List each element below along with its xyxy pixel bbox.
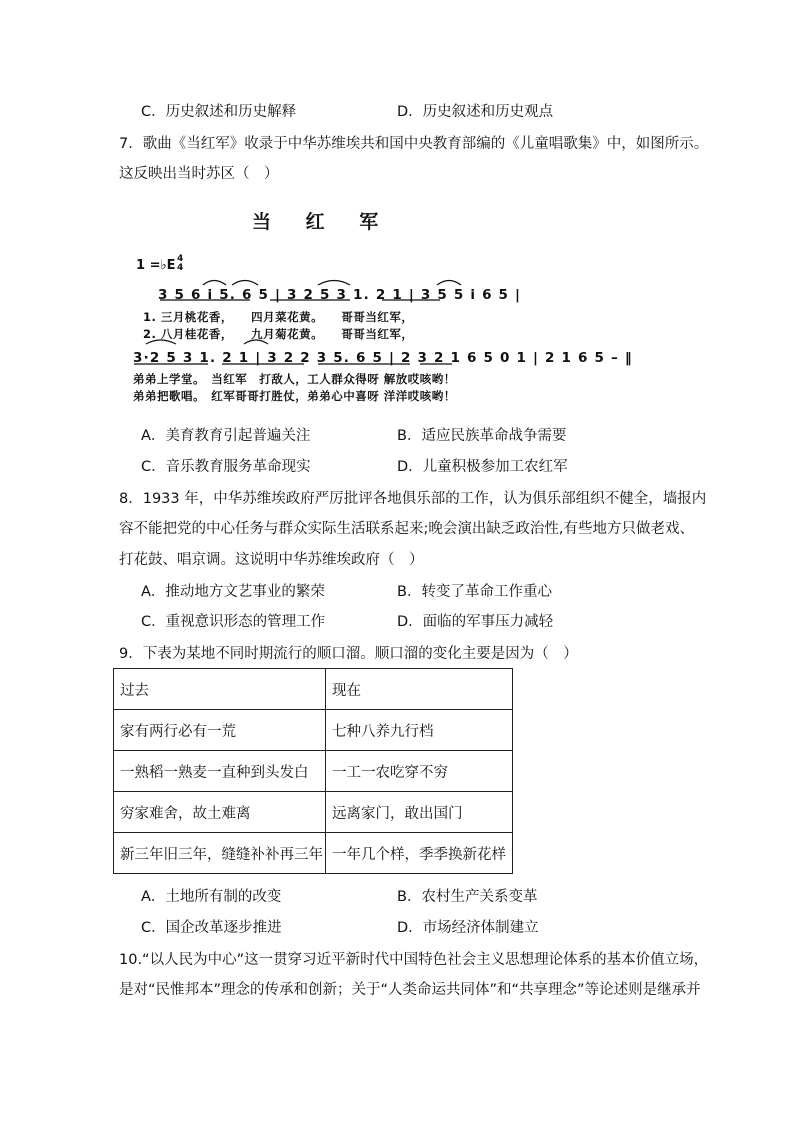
q8-stem-line3: 打花鼓、唱京调。这说明中华苏维埃政府（ ） bbox=[119, 552, 424, 568]
time-sig-bottom: 4 bbox=[177, 263, 184, 273]
q7-option-a: A．美育教育引起普遍关注 bbox=[141, 428, 311, 444]
table-cell: 一年几个样，季季换新花样 bbox=[326, 833, 513, 874]
table-header-row bbox=[114, 669, 513, 710]
q9-option-c: C．国企改革逐步推进 bbox=[141, 920, 282, 936]
q8-option-c: C．重视意识形态的管理工作 bbox=[141, 614, 326, 630]
q8-option-a: A．推动地方文艺事业的繁荣 bbox=[141, 584, 325, 600]
score-row2-notes: 3·2 5 3 1. 2 1 | 3 2 2 3 5. 6 5 | 2 3 2 1 6 5 0 1 | 2 1 6 5 – ‖ bbox=[133, 350, 633, 366]
q7-option-d: D．儿童积极参加工农红军 bbox=[397, 459, 568, 475]
q6-option-d: D．历史叙述和历史观点 bbox=[397, 104, 554, 120]
score-row1-lyric1: 1. 三月桃花香， 四月菜花黄。 哥哥当红军， bbox=[143, 310, 414, 324]
score-row1-notes: 3 5 6 i 5. 6 5 | 3 2 5 3 1. 2 1 | 3 5 5 i 6 5 | bbox=[158, 287, 522, 303]
table-cell: 七种八养九行档 bbox=[326, 710, 513, 751]
slur bbox=[318, 281, 350, 286]
table-header-past: 过去 bbox=[114, 669, 326, 710]
q9-option-b: B．农村生产关系变革 bbox=[397, 889, 538, 905]
score-row1-lyric2: 2. 八月桂花香， 九月菊花黄。 哥哥当红军， bbox=[143, 327, 414, 341]
q8-stem-line2: 容不能把党的中心任务与群众实际生活联系起来;晚会演出缺乏政治性,有些地方只做老戏、 bbox=[119, 521, 694, 537]
q8-option-b: B．转变了革命工作重心 bbox=[397, 584, 552, 600]
table-cell: 穷家难舍，故土难离 bbox=[114, 792, 326, 833]
slur bbox=[437, 281, 461, 286]
q7-option-b: B．适应民族革命战争需要 bbox=[397, 428, 567, 444]
ballad-table bbox=[113, 668, 513, 874]
table-row bbox=[114, 833, 513, 874]
table-cell: 新三年旧三年，缝缝补补再三年 bbox=[114, 833, 326, 874]
q7-option-c: C．音乐教育服务革命现实 bbox=[141, 459, 311, 475]
score-row2-lyric1: 弟弟上学堂。 当红军 打敌人，工人群众得呀 解放哎咳哟！ bbox=[133, 372, 456, 386]
slur bbox=[232, 281, 258, 286]
q6-option-c: C．历史叙述和历史解释 bbox=[141, 104, 297, 120]
table-cell: 一工一农吃穿不穷 bbox=[326, 751, 513, 792]
q7-stem-line1: 7．歌曲《当红军》收录于中华苏维埃共和国中央教育部编的《儿童唱歌集》中，如图所示。 bbox=[119, 136, 709, 152]
table-row bbox=[114, 751, 513, 792]
table-cell: 远离家门，敢出国门 bbox=[326, 792, 513, 833]
q10-stem-line2: 是对“民惟邦本”理念的传承和创新；关于“人类命运共同体”和“共享理念”等论述则是继承并 bbox=[119, 982, 701, 998]
table-header-now: 现在 bbox=[326, 669, 513, 710]
q9-option-a: A．土地所有制的改变 bbox=[141, 889, 282, 905]
q10-stem-line1: 10.“以人民为中心”这一贯穿习近平新时代中国特色社会主义思想理论体系的基本价值立场， bbox=[119, 952, 709, 968]
key-signature: 1 =♭E bbox=[136, 258, 176, 273]
slur bbox=[203, 281, 226, 286]
q8-option-d: D．面临的军事压力减轻 bbox=[397, 614, 554, 630]
time-sig-top: 4 bbox=[177, 254, 184, 264]
table-row bbox=[114, 792, 513, 833]
q9-stem: 9．下表为某地不同时期流行的顺口溜。顺口溜的变化主要是因为（ ） bbox=[119, 646, 578, 662]
score-row2-lyric2: 弟弟把歌唱。 红军哥哥打胜仗，弟弟心中喜呀 洋洋哎咳哟！ bbox=[133, 389, 456, 403]
table-cell: 家有两行必有一荒 bbox=[114, 710, 326, 751]
q9-option-d: D．市场经济体制建立 bbox=[397, 920, 539, 936]
score-title: 当 红 军 bbox=[252, 211, 393, 233]
q8-stem-line1: 8．1933 年，中华苏维埃政府严厉批评各地俱乐部的工作，认为俱乐部组织不健全，墙报内 bbox=[119, 491, 707, 507]
q7-stem-line2: 这反映出当时苏区（ ） bbox=[119, 166, 279, 182]
table-cell: 一熟稻一熟麦一直种到头发白 bbox=[114, 751, 326, 792]
table-row bbox=[114, 710, 513, 751]
